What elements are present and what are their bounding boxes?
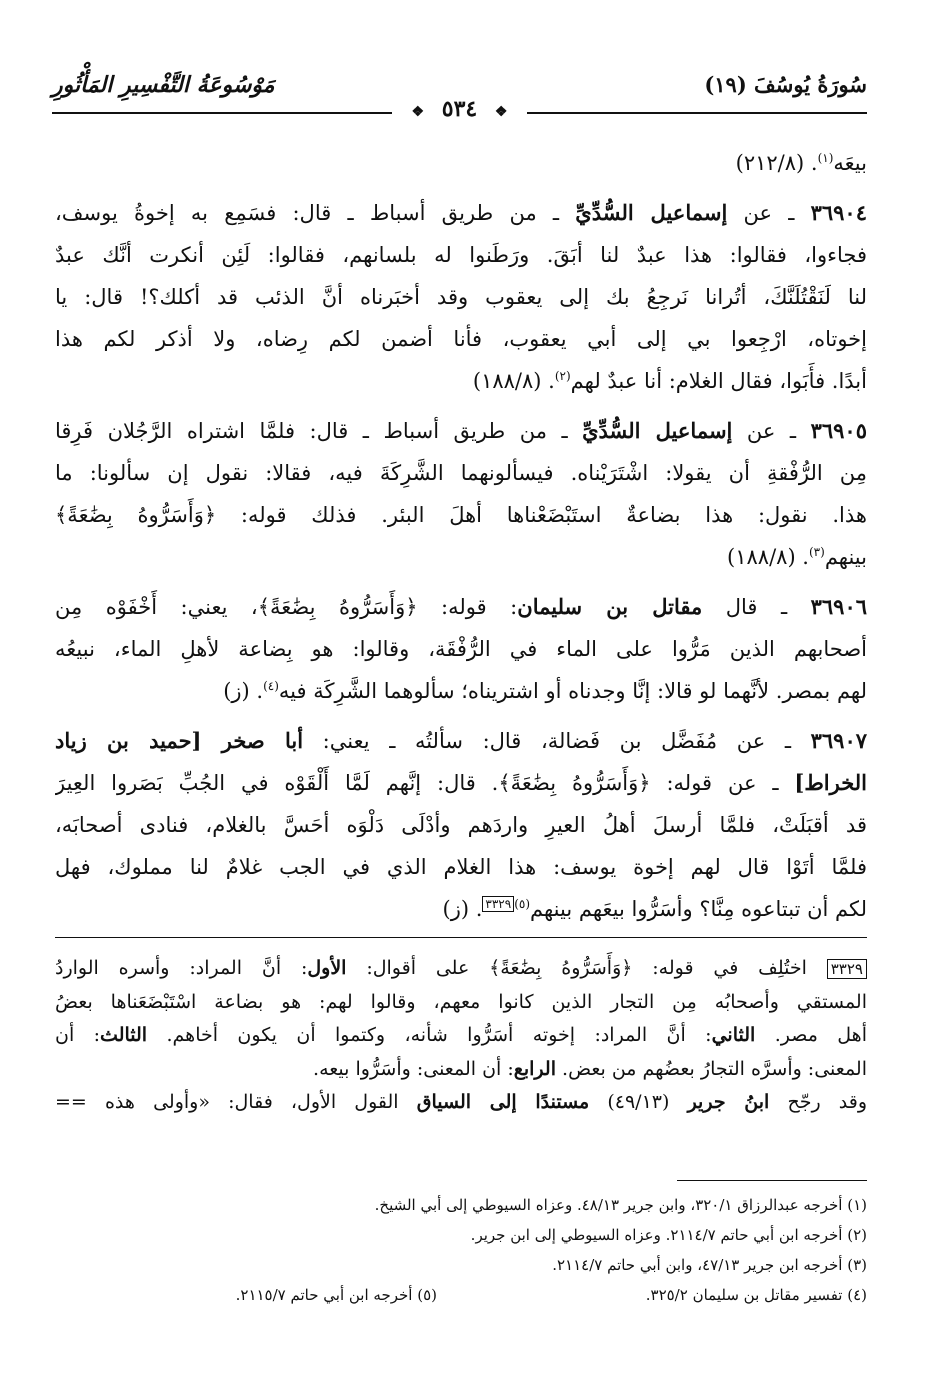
text-run: بينهم — [824, 545, 867, 569]
surah-title: سُورَةُ يُوسُفَ (١٩) — [704, 72, 867, 97]
page-number: ٥٣٤ — [441, 96, 478, 122]
text-run: ـ من طريق أسباط ـ قال: فلمَّا اشتراه الرَّجُلان فَرِقا — [55, 419, 583, 443]
text-run: : أنَّ المراد: وأسره الواردُ — [55, 957, 308, 979]
entry-number: ٣٦٩٠٤ — [810, 200, 867, 225]
footnote: (٣) أخرجه ابن جرير ٤٧/١٣، وابن أبي حاتم ٢١١٤/٧. — [552, 1256, 867, 1274]
book-title: مَوْسُوعَةُ التَّفْسِيرِ المَأْثُورِ — [52, 72, 275, 98]
text-line: أصحابهم الذين مَرُّوا على الماء في الرُّفْقَة، وقالوا: هو بِضاعة لأهلِ الماء، نبيعُه — [55, 637, 867, 661]
footnote: (٢) أخرجه ابن أبي حاتم ٢١١٤/٧. وعزاه السيوطي إلى ابن جرير. — [470, 1226, 867, 1244]
note-line — [55, 1019, 867, 1053]
text-run: : قوله: ﴿وَأَسَرُّوهُ بِضَٰعَةً﴾، يعني: أَخْفَوْه مِن — [55, 595, 518, 619]
athar-entry-line — [55, 410, 867, 452]
text-line: قد أقبَلَتْ، فلمَّا أرسلَ أهلُ العيرِ واردَهم وأدْلَى دَلْوَه أحَسَّ بالغلام، فنادى أصحابَه، — [55, 813, 867, 837]
footnotes — [55, 1190, 867, 1310]
text-line: فجاءوا، فقالوا: هذا عبدٌ لنا أبَقَ. ورَطَنوا له بلسانهم، فقالوا: لَئِن أنكرت أنَّك عبدٌ — [55, 243, 867, 267]
text-line — [55, 360, 867, 402]
text-run: : أنَّ المراد: إخوته أسَرُّوا شأنه، وكتموا أن يكون أخاهم. — [147, 1024, 712, 1046]
narrator-name: إسماعيل السُّدِّيِّ — [575, 200, 728, 225]
page-header — [52, 64, 867, 126]
text-run: بيعَه — [833, 151, 867, 175]
note-line — [55, 1053, 867, 1087]
footnote-ref: (٢) — [554, 369, 571, 383]
text-run: ـ قال — [702, 595, 811, 619]
athar-entry-line — [55, 192, 867, 234]
note-ref-box: ٣٣٢٩ — [482, 896, 514, 912]
main-text — [55, 142, 867, 930]
athar-entry-line — [55, 720, 867, 762]
footnote-ref: (٣) — [808, 545, 825, 559]
emphasis-text: مستندًا إلى السياق — [416, 1091, 590, 1113]
text-line — [55, 670, 867, 712]
athar-entry-line — [55, 586, 867, 628]
entry-number: ٣٦٩٠٦ — [810, 594, 867, 619]
narrator-name: الخراط] — [794, 770, 867, 795]
text-run: ـ عن قوله: ﴿وَأَسَرُّوهُ بِضَٰعَةً﴾. قال: إنَّهم لَمَّا أَلْقَوْه في الجُبِّ بَصَروا العِيرَ — [55, 771, 795, 795]
text-line: فلمَّا أتَوْا قال لهم إخوة يوسف: هذا الغلام الذي في الجب غلامٌ لنا مملوك، فهل — [55, 855, 867, 879]
note-line — [55, 952, 867, 986]
text-line: مِن الرُّفْقةِ أن يقولا: اشْتَرَيْناه. فيسألونهما الشَّرِكَةَ فيه، فقالا: نقول إن سألونا: ما — [55, 461, 867, 485]
scholar-name: ابنُ جرير — [687, 1091, 770, 1113]
volume-ref: . (١٨٨/٨) — [472, 369, 555, 393]
text-run: أبدًا. فأَبَوا، فقال الغلام: أنا عبدٌ لهم — [570, 369, 867, 393]
volume-ref: . (٢١٢/٨) — [735, 151, 818, 175]
footnote-ref: (٥) — [514, 897, 531, 911]
footnote-divider — [677, 1180, 867, 1181]
text-run: ـ عن — [732, 419, 811, 443]
opinion-label: الثاني — [711, 1024, 756, 1046]
opinion-label: الثالث — [100, 1024, 148, 1046]
footnote: (٥) أخرجه ابن أبي حاتم ٢١١٥/٧. — [235, 1286, 437, 1304]
note-number-box: ٣٣٢٩ — [827, 959, 867, 979]
text-run: أهل مصر. — [755, 1024, 867, 1046]
source-ref: . (ز) — [442, 897, 483, 921]
footnote-row — [55, 1280, 867, 1310]
narrator-name: أبا صخر [حميد بن زياد — [55, 728, 304, 753]
footnote-ref: (٤) — [263, 679, 279, 693]
narrator-name: مقاتل بن سليمان — [517, 594, 703, 619]
source-ref: . (ز) — [223, 679, 264, 703]
entry-number: ٣٦٩٠٥ — [810, 418, 867, 443]
text-run: (٤٩/١٣) — [589, 1091, 688, 1113]
text-run: : أن المعنى: وأسَرُّوا بيعه. — [313, 1057, 514, 1080]
opinion-label: الأول — [307, 957, 347, 979]
text-run: اختُلِف في قوله: ﴿وَأَسَرُّوهُ بِضَٰعَةً﴾ على أقوال: — [346, 957, 827, 979]
ornament-icon: ❖ — [411, 104, 425, 120]
text-line — [55, 536, 867, 578]
text-run: القول الأول، فقال: «وأولى هذه == — [55, 1091, 417, 1113]
entry-number: ٣٦٩٠٧ — [810, 728, 867, 753]
footnote: (١) أخرجه عبدالرزاق ٣٢٠/١، وابن جرير ٤٨/١٣. وعزاه السيوطي إلى أبي الشيخ. — [374, 1196, 867, 1214]
commentary-note — [55, 952, 867, 1120]
narrator-name: إسماعيل السُّدِّيِّ — [582, 418, 733, 443]
text-run: لكم أن تبتاعوه مِنَّا؟ وأسَرُّوا بيعَهم بينهم — [530, 897, 867, 921]
text-run: : أن — [55, 1024, 101, 1046]
text-line: إخوتاه، ارْجِعوا بي إلى أبي يعقوب، فأنا أضمن لكم رِضاه، ولا أذكر لكم هذا — [55, 327, 867, 351]
text-line — [55, 888, 867, 930]
footnote-ref: (١) — [817, 151, 834, 165]
footnote: (٤) تفسير مقاتل بن سليمان ٣٢٥/٢. — [645, 1286, 867, 1304]
ornament-icon: ❖ — [494, 104, 508, 120]
text-run: ـ عن مُفَضَّل بن فَضالة، قال: سألتُه ـ يعني: — [303, 729, 811, 753]
page-number-block — [52, 96, 867, 122]
text-line — [55, 142, 867, 184]
opinion-label: الرابع — [513, 1057, 556, 1080]
text-run: المعنى: وأسرَّه التجارُ بعضُهم من بعض. — [555, 1057, 867, 1080]
text-line: هذا. نقول: هذا بضاعةٌ استَبْضَعْناها أهلَ البئر. فذلك قوله: ﴿وَأَسَرُّوهُ بِضَٰعَةً﴾ — [55, 503, 867, 527]
text-run: لهم بمصر. لأنَّهما لو قالا: إنَّا وجدناه أو اشتريناه؛ سألوهما الشَّرِكَة فيه — [278, 679, 867, 703]
text-run: ـ من طريق أسباط ـ قال: فسَمِع به إخوةُ يوسف، — [55, 201, 576, 225]
volume-ref: . (١٨٨/٨) — [727, 545, 809, 569]
text-run: وقد رجّح — [769, 1091, 867, 1113]
note-line: المستقي وأصحابُه مِن التجار الذين كانوا معهم، وقالوا لهم: هو بضاعة اسْتَبْضَعَناها بعضُ — [55, 990, 867, 1013]
note-line — [55, 1086, 867, 1120]
commentary-divider — [55, 937, 867, 938]
text-line: لنا لَنَقْتُلَنَّكَ، أتُرانا نَرجِعُ بك إلى يعقوب وقد أخبَرناه أنَّ الذئب قد أكلك؟! قال: يا — [55, 285, 867, 309]
text-line — [55, 762, 867, 804]
text-run: ـ عن — [727, 201, 811, 225]
